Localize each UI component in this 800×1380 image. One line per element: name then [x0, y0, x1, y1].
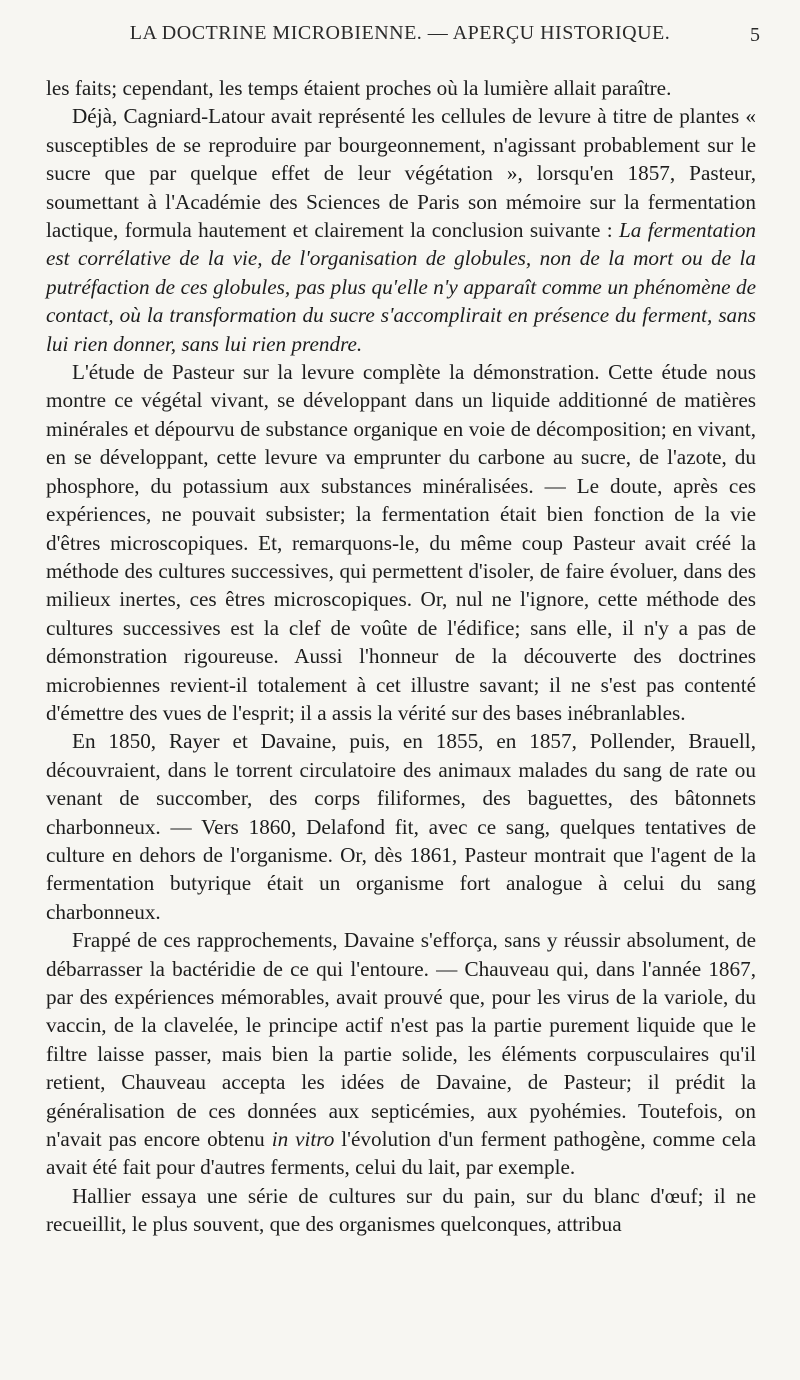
paragraph [46, 1182, 756, 1239]
text-run: les faits; cependant, les temps étaient proches où la lumière allait paraître. [46, 76, 672, 100]
page-number: 5 [750, 24, 760, 46]
paragraph [46, 926, 756, 1182]
text-run: L'étude de Pasteur sur la levure complète la démonstration. Cette étude nous montre ce végétal vivant, se développant dans un liquide additionné de matières minérales et dépourvu de substance organique en voie de décomposition; en vivant, en se développant, cette levure va emprunter du carbone au sucre, de l'azote, du phosphore, du potassium aux substances minéralisées. — Le doute, après ces expériences, ne pouvait subsister; la fermentation était bien fonction de la vie d'êtres microscopiques. Et, remarquons-le, du même coup Pasteur avait créé la méthode des cultures successives, qui permettent d'isoler, de faire évoluer, dans des milieux inertes, ces êtres microscopiques. Or, nul ne l'ignore, cette méthode des cultures successives est la clef de voûte de l'édifice; sans elle, il n'y a pas de démonstration rigoureuse. Aussi l'honneur de la découverte des doctrines microbiennes revient-il totalement à cet illustre savant; il ne s'est pas contenté d'émettre des vues de l'esprit; il a assis la vérité sur des bases inébranlables. [46, 360, 756, 725]
text-run: Hallier essaya une série de cultures sur du pain, sur du blanc d'œuf; il ne recueillit, le plus souvent, que des organismes quelconques, attribua [46, 1183, 756, 1237]
paragraph [46, 102, 756, 358]
running-header: LA DOCTRINE MICROBIENNE. — APERÇU HISTORIQUE. [129, 22, 671, 44]
paragraph [46, 74, 756, 102]
text-run: Déjà, Cagniard-Latour avait représenté les cellules de levure à titre de plantes « susceptibles de se reproduire par bourgeonnement, n'agissant probablement sur le sucre que par quelque effet de leur végétation », lorsqu'en 1857, Pasteur, soumettant à l'Académie des Sciences de Paris son mémoire sur la fermentation lactique, formula hautement et clairement la conclusion suivante : [46, 104, 756, 243]
italic-text: La fermentation est corrélative de la vie, de l'organisation de globules, non de la mort ou de la putréfaction de ces globules, pas plus qu'elle n'y apparaît comme un phénomène de contact, où la transformation du sucre s'accomplirait en présence du ferment, sans lui rien donner, sans lui rien prendre. [46, 218, 757, 356]
text-run: l'évolution d'un ferment pathogène, comme cela avait été fait pour d'autres ferments, celui du lait, par exemple. [46, 1127, 757, 1180]
paragraph [46, 358, 756, 727]
paragraph [46, 727, 756, 926]
italic-text: in vitro [271, 1127, 335, 1152]
body-text [46, 74, 756, 1239]
text-run: En 1850, Rayer et Davaine, puis, en 1855, en 1857, Pollender, Brauell, découvraient, dans le torrent circulatoire des animaux malades du sang de rate ou venant de succomber, des corps filiformes, des baguettes, des bâtonnets charbonneux. — Vers 1860, Delafond fit, avec ce sang, quelques tentatives de culture en dehors de l'organisme. Or, dès 1861, Pasteur montrait que l'agent de la fermentation butyrique était un organisme fort analogue à celui du sang charbonneux. [46, 729, 756, 924]
text-run: Frappé de ces rapprochements, Davaine s'efforça, sans y réussir absolument, de débarrasser la bactéridie de ce qui l'entoure. — Chauveau qui, dans l'année 1867, par des expériences mémorables, avait prouvé que, pour les virus de la variole, du vaccin, de la clavelée, le principe actif n'est pas la partie purement liquide que le filtre laisse passer, mais bien la partie solide, les éléments corpusculaires qu'il retient, Chauveau accepta les idées de Davaine, de Pasteur; il prédit la généralisation de ces données aux septicémies, aux pyohémies. Toutefois, on n'avait pas encore obtenu [46, 928, 756, 1152]
